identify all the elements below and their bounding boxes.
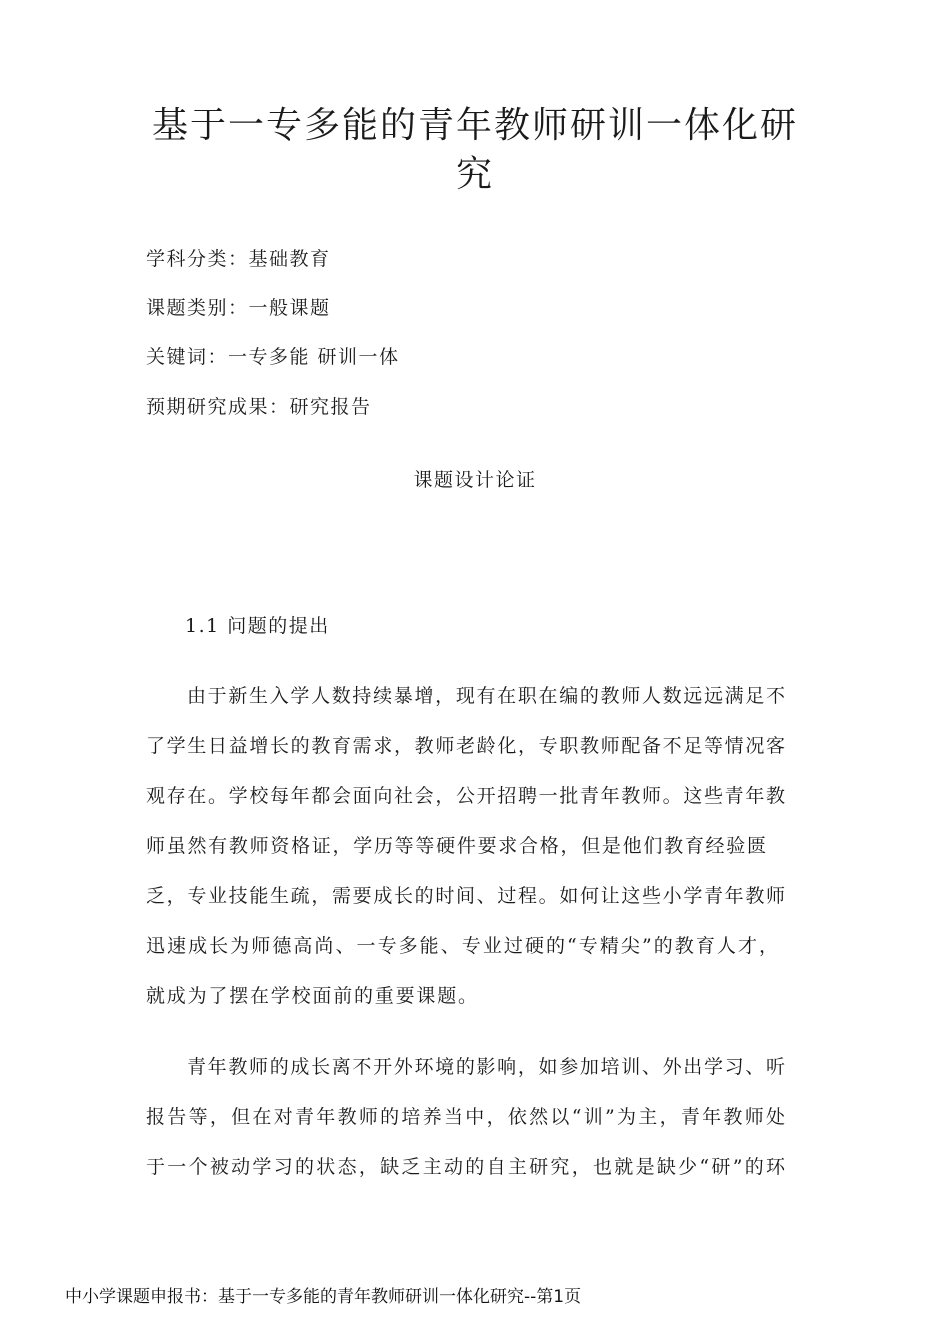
meta-category: 课题类别：一般课题 bbox=[146, 297, 331, 319]
paragraph-1-line: 迅速成长为师德高尚、一专多能、专业过硬的“专精尖”的教育人才， bbox=[146, 935, 778, 957]
meta-expected-result: 预期研究成果：研究报告 bbox=[146, 396, 372, 418]
paragraph-2-line: 报告等，但在对青年教师的培养当中，依然以“训”为主，青年教师处 bbox=[146, 1106, 785, 1128]
paragraph-2-line: 青年教师的成长离不开外环境的影响，如参加培训、外出学习、听 bbox=[187, 1056, 785, 1078]
document-title-line-1: 基于一专多能的青年教师研训一体化研 bbox=[151, 105, 798, 146]
subheading-1-1: 1.1 问题的提出 bbox=[185, 615, 330, 637]
paragraph-1-line: 就成为了摆在学校面前的重要课题。 bbox=[146, 985, 479, 1007]
document-title-line-2: 究 bbox=[455, 154, 494, 195]
paragraph-1-line: 由于新生入学人数持续暴增，现有在职在编的教师人数远远满足不 bbox=[187, 685, 785, 707]
section-heading: 课题设计论证 bbox=[413, 469, 537, 491]
paragraph-1-line: 乏，专业技能生疏，需要成长的时间、过程。如何让这些小学青年教师 bbox=[146, 885, 785, 907]
meta-subject: 学科分类：基础教育 bbox=[146, 248, 331, 270]
page-footer: 中小学课题申报书：基于一专多能的青年教师研训一体化研究--第1页 bbox=[65, 1287, 582, 1307]
paragraph-1-line: 观存在。学校每年都会面向社会，公开招聘一批青年教师。这些青年教 bbox=[146, 785, 785, 807]
paragraph-2-line: 于一个被动学习的状态，缺乏主动的自主研究，也就是缺少“研”的环 bbox=[146, 1156, 785, 1178]
paragraph-1-line: 师虽然有教师资格证，学历等等硬件要求合格，但是他们教育经验匮 bbox=[146, 835, 766, 857]
paragraph-1-line: 了学生日益增长的教育需求，教师老龄化，专职教师配备不足等情况客 bbox=[146, 735, 785, 757]
meta-keywords: 关键词：一专多能 研训一体 bbox=[146, 346, 400, 368]
